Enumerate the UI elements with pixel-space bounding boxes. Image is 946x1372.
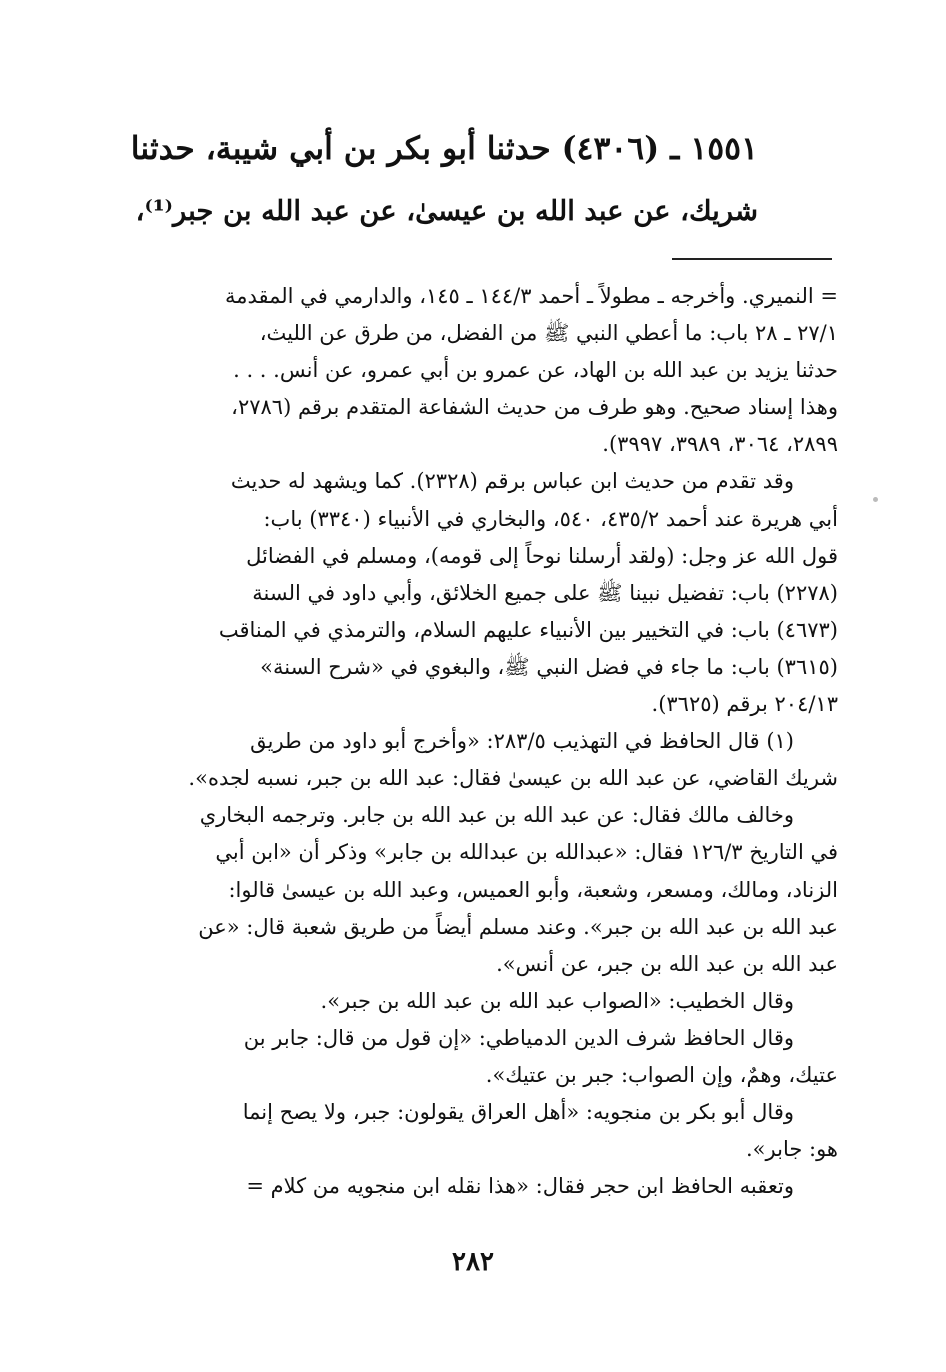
footnote-line: (١) قال الحافظ في التهذيب ٢٨٣/٥: «وأخرج أبو داود من طريق bbox=[250, 729, 794, 754]
footnote-line: وقال الحافظ شرف الدين الدمياطي: «إن قول من قال: جابر بن bbox=[243, 1025, 794, 1050]
footnote-line: وقال أبو بكر بن منجويه: «أهل العراق يقولون: جبر، ولا يصح إنما bbox=[242, 1100, 794, 1125]
footnote-line: قول الله عز وجل: (ولقد أرسلنا نوحاً إلى قومه)، ومسلم في الفضائل bbox=[246, 543, 838, 568]
footnote-line: وقال الخطيب: «الصواب عبد الله بن عبد الله بن جبر». bbox=[320, 988, 794, 1013]
page-number: ٢٨٢ bbox=[452, 1247, 494, 1277]
footnote-line: عبد الله بن عبد الله بن جبر». وعند مسلم أيضاً من طريق شعبة قال: «عن bbox=[198, 914, 838, 939]
footnote-line: ٢٧/١ ـ ٢٨ باب: ما أعطي النبي ﷺ من الفضل، من طرق عن الليث، bbox=[259, 321, 838, 346]
footnote-line: (٣٦١٥) باب: ما جاء في فضل النبي ﷺ، والبغوي في «شرح السنة» bbox=[260, 654, 838, 679]
footnote-line: الزناد، ومالك، ومسعر، وشعبة، وأبو العميس، وعبد الله بن عيسىٰ قالوا: bbox=[228, 877, 838, 902]
footnote-line: وتعقبه الحافظ ابن حجر فقال: «هذا نقله ابن منجويه من كلام = bbox=[246, 1174, 794, 1199]
hadith-line: شريك، عن عبد الله بن عيسىٰ، عن عبد الله بن جبر⁽¹⁾، bbox=[135, 195, 758, 227]
hadith-text bbox=[130, 118, 758, 242]
footnote-line: (٤٦٧٣) باب: في التخيير بين الأنبياء عليهم السلام، والترمذي في المناقب bbox=[218, 617, 838, 642]
footnote-line: وهذا إسناد صحيح. وهو طرف من حديث الشفاعة المتقدم برقم (٢٧٨٦، bbox=[231, 395, 838, 420]
footnote-line: في التاريخ ١٢٦/٣ فقال: «عبدالله بن عبدالله بن جابر» وذكر أن «ابن أبي bbox=[215, 840, 838, 865]
footnotes bbox=[138, 278, 838, 1205]
footnote-line: عبد الله بن عبد الله بن جبر، عن أنس». bbox=[496, 951, 838, 976]
scan-speck bbox=[873, 497, 878, 502]
footnote-line: (٢٢٧٨) باب: تفضيل نبينا ﷺ على جميع الخلائق، وأبي داود في السنة bbox=[252, 580, 838, 605]
hadith-line: ١٥٥١ ـ (٤٣٠٦) حدثنا أبو بكر بن أبي شيبة، حدثنا bbox=[130, 130, 758, 167]
footnote-line: عتيك، وهمٌ، وإن الصواب: جبر بن عتيك». bbox=[485, 1062, 838, 1087]
footnote-line: هو: جابر». bbox=[745, 1137, 838, 1162]
footnote-line: ٢٨٩٩، ٣٠٦٤، ٣٩٨٩، ٣٩٩٧). bbox=[602, 432, 838, 457]
footnote-line: = النميري. وأخرجه ـ مطولاً ـ أحمد ١٤٤/٣ ـ ١٤٥، والدارمي في المقدمة bbox=[224, 284, 838, 308]
footnote-line: ٢٠٤/١٣ برقم (٣٦٢٥). bbox=[651, 692, 838, 717]
footnote-line: شريك القاضي، عن عبد الله بن عيسىٰ فقال: عبد الله بن جبر، نسبه لجده». bbox=[188, 766, 838, 791]
footnote-line: حدثنا يزيد بن عبد الله بن الهاد، عن عمرو بن أبي عمرو، عن أنس. . . . bbox=[233, 358, 838, 383]
footnote-line: وخالف مالك فقال: عن عبد الله بن عبد الله بن جابر. وترجمه البخاري bbox=[199, 803, 794, 828]
footnote-line: وقد تقدم من حديث ابن عباس برقم (٢٣٢٨). كما ويشهد له حديث bbox=[230, 469, 794, 494]
footnote-line: أبي هريرة عند أحمد ٤٣٥/٢، ٥٤٠، والبخاري في الأنبياء (٣٣٤٠) باب: bbox=[263, 506, 838, 531]
footnote-separator bbox=[672, 258, 832, 260]
